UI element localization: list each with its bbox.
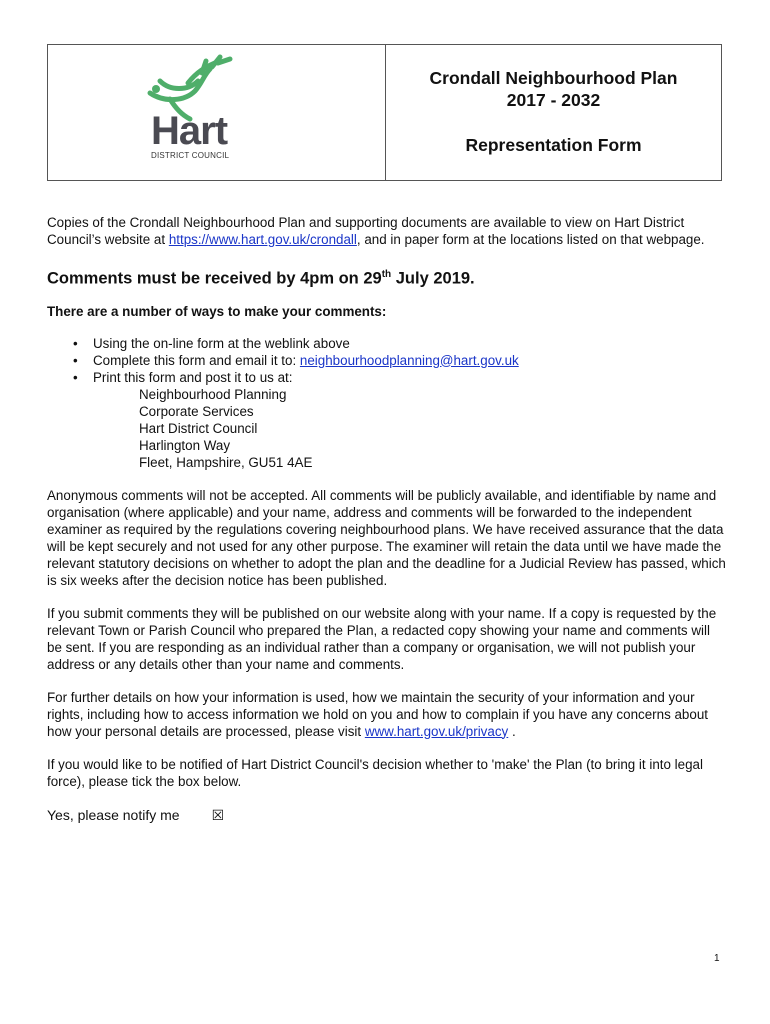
logo-subtitle: DISTRICT COUNCIL xyxy=(151,151,230,160)
plan-title: Crondall Neighbourhood Plan xyxy=(429,68,678,88)
deadline-heading: Comments must be received by 4pm on 29th July 2019. xyxy=(47,269,475,288)
notify-row xyxy=(47,807,727,824)
list-item: • Complete this form and email it to: neighbourhoodplanning@hart.gov.uk xyxy=(93,352,727,369)
address-line: Hart District Council xyxy=(139,420,258,436)
email-link[interactable]: neighbourhoodplanning@hart.gov.uk xyxy=(299,352,519,368)
list-item: • Using the on-line form at the weblink above xyxy=(93,335,727,352)
address-line: Corporate Services xyxy=(139,403,254,419)
document-body xyxy=(47,214,727,824)
postal-address xyxy=(139,386,727,471)
logo-wordmark: Hart xyxy=(151,109,228,153)
notify-paragraph: If you would like to be notified of Hart District Council's decision whether to 'make' the Plan (to bring it into legal force), please tick the box below. xyxy=(47,756,703,789)
header-table xyxy=(47,44,722,181)
address-line: Neighbourhood Planning xyxy=(139,386,287,402)
privacy-link[interactable]: www.hart.gov.uk/privacy xyxy=(364,723,509,739)
list-item: • Print this form and post it to us at: xyxy=(93,369,727,386)
anonymous-paragraph: Anonymous comments will not be accepted. All comments will be publicly available, and identifiable by name and organisation (where applicable) and your name, address and comments will be forwarded to the independent examiner as required by the regulations covering neighbourhood plans. We have received assurance that the data will be kept securely and not used for any other purpose. The examiner will retain the data until we have made the relevant statutory decisions on whether to adopt the plan and the deadline for a Judicial Review has passed, which is six weeks after the decision notice has been published. xyxy=(47,487,726,588)
intro-paragraph: Copies of the Crondall Neighbourhood Plan and supporting documents are available to view on Hart District Council’s website at https://www.hart.gov.uk/crondall, and in paper form at the locations listed on that webpage. xyxy=(47,215,705,247)
page-number: 1 xyxy=(714,953,720,964)
form-title: Representation Form xyxy=(465,135,642,155)
address-line: Fleet, Hampshire, GU51 4AE xyxy=(139,454,313,470)
address-line: Harlington Way xyxy=(139,437,231,453)
methods-list xyxy=(47,335,727,386)
title-cell xyxy=(386,45,721,180)
privacy-paragraph: For further details on how your information is used, how we maintain the security of your information and your rights, including how to access information we hold on you and how to complain if you have any concerns about how your personal details are processed, please visit www.hart.gov.uk/privacy . xyxy=(47,689,708,739)
crondall-link[interactable]: https://www.hart.gov.uk/crondall xyxy=(168,232,357,247)
publish-paragraph: If you submit comments they will be published on our website along with your name. If a copy is requested by the relevant Town or Parish Council who prepared the Plan, a redacted copy showing your name and comments will be sent. If you are responding as an individual rather than a company or organisation, we will not publish your address or any details other than your name and comments. xyxy=(47,605,717,672)
notify-checkbox[interactable]: ☒ xyxy=(211,806,225,823)
ways-heading: There are a number of ways to make your comments: xyxy=(47,303,387,319)
plan-period: 2017 - 2032 xyxy=(506,90,601,110)
notify-label: Yes, please notify me xyxy=(47,806,180,823)
logo-cell xyxy=(48,45,386,180)
